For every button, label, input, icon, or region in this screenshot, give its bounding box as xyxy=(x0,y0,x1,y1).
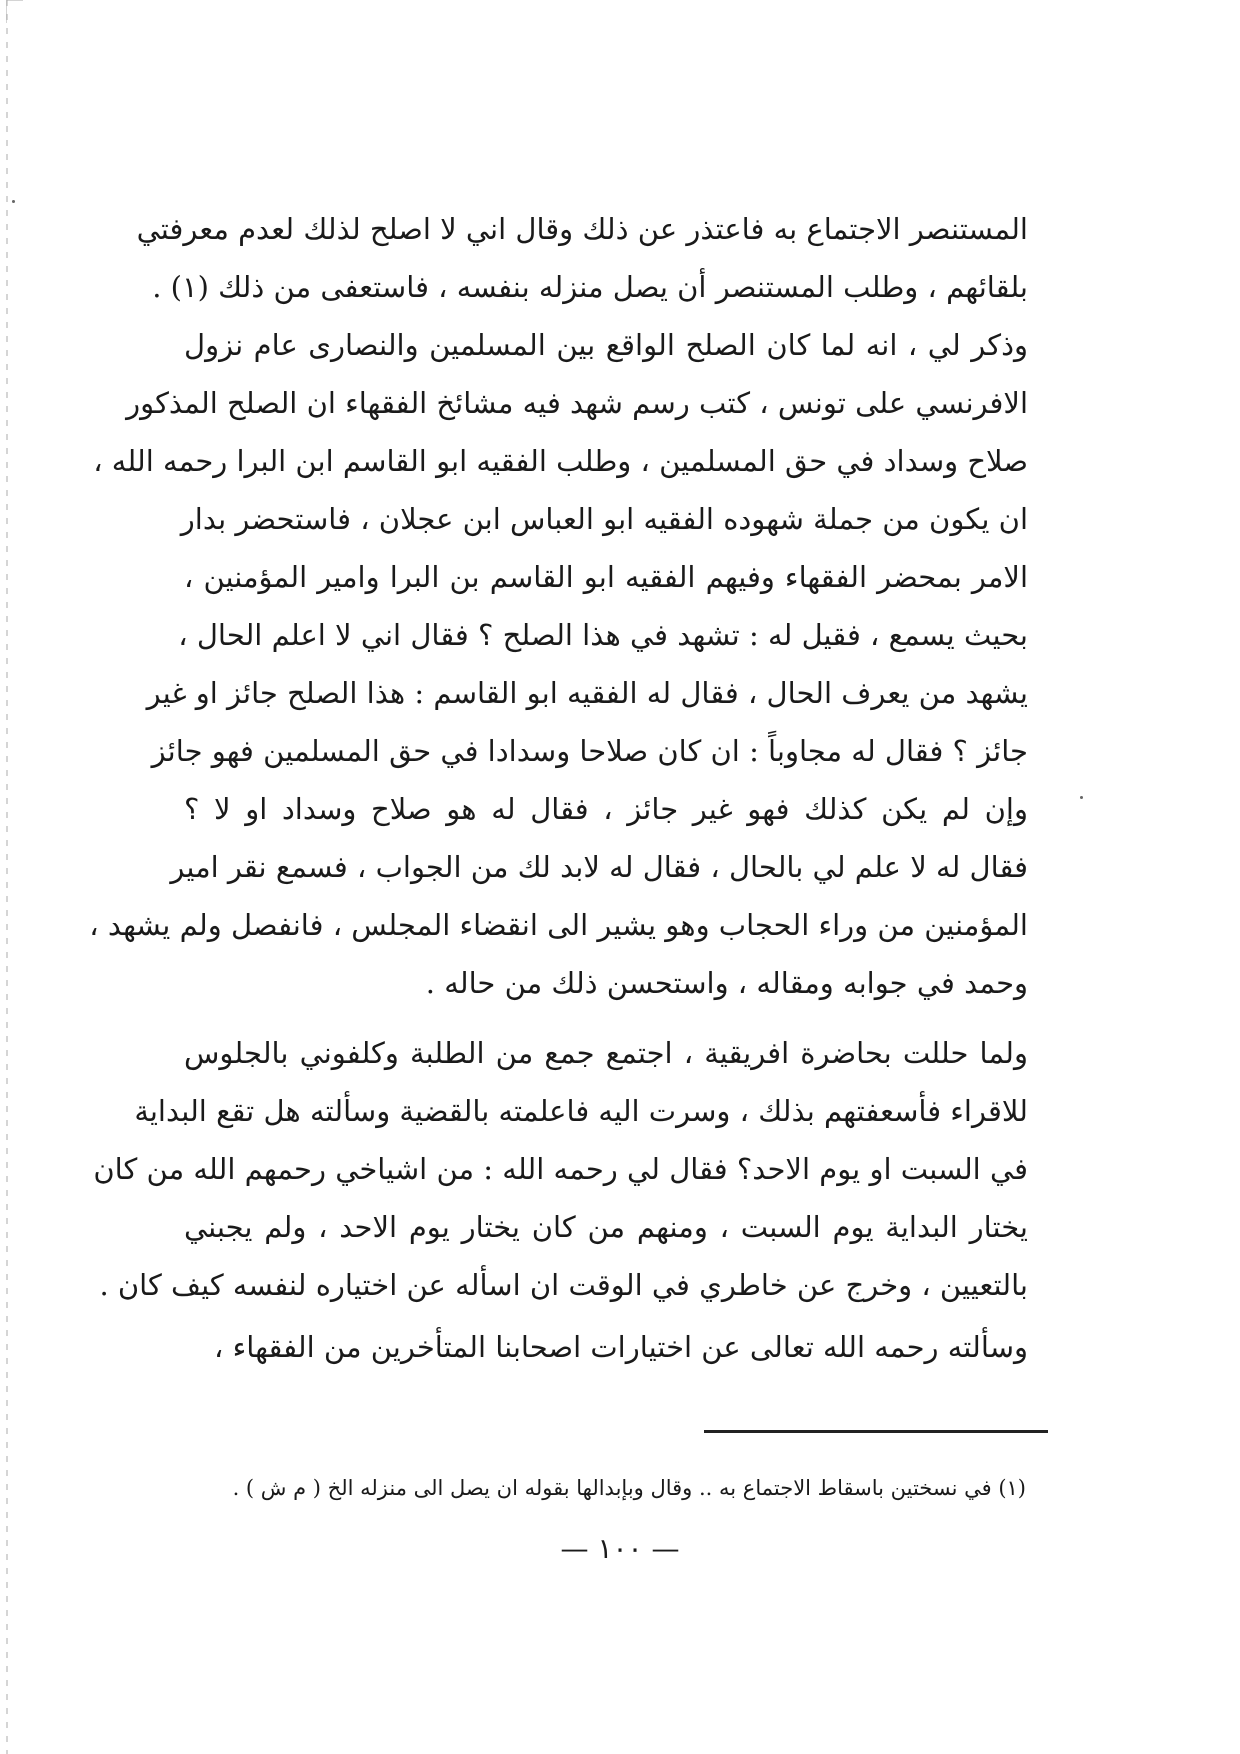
text-line: وذكر لي ، انه لما كان الصلح الواقع بين المسلمين والنصارى عام نزول xyxy=(184,328,1028,362)
text-line: في السبت او يوم الاحد؟ فقال لي رحمه الله : من اشياخي رحمهم الله من كان xyxy=(93,1152,1028,1186)
paragraph-3 xyxy=(93,1024,1028,1314)
scan-speck xyxy=(12,200,15,203)
scan-edge-shadow xyxy=(6,0,8,1754)
footnote-divider xyxy=(704,1430,1048,1433)
text-line: بحيث يسمع ، فقيل له : تشهد في هذا الصلح ؟ فقال اني لا اعلم الحال ، xyxy=(178,618,1028,652)
text-line: وحمد في جوابه ومقاله ، واستحسن ذلك من حاله . xyxy=(425,966,1028,1000)
text-line: يشهد من يعرف الحال ، فقال له الفقيه ابو القاسم : هذا الصلح جائز او غير xyxy=(146,676,1028,710)
text-line: وإن لم يكن كذلك فهو غير جائز ، فقال له هو صلاح وسداد او لا ؟ xyxy=(184,792,1028,826)
text-line: ان يكون من جملة شهوده الفقيه ابو العباس ابن عجلان ، فاستحضر بدار xyxy=(180,502,1028,536)
text-line: الامر بمحضر الفقهاء وفيهم الفقيه ابو القاسم بن البرا وامير المؤمنين ، xyxy=(184,560,1028,594)
footnote: (١) في نسختين باسقاط الاجتماع به .. وقال وبإبدالها بقوله ان يصل الى منزله الخ ( م ش ) . xyxy=(232,1476,1026,1500)
corner-fold-mark xyxy=(6,0,23,23)
paragraph-2 xyxy=(89,316,1028,1012)
page-number: — ١٠٠ — xyxy=(560,1532,680,1565)
text-line: جائز ؟ فقال له مجاوباً : ان كان صلاحا وسدادا في حق المسلمين فهو جائز xyxy=(151,734,1028,768)
text-line: فقال له لا علم لي بالحال ، فقال له لابد لك من الجواب ، فسمع نقر امير xyxy=(170,850,1028,884)
text-line: صلاح وسداد في حق المسلمين ، وطلب الفقيه ابو القاسم ابن البرا رحمه الله ، xyxy=(93,444,1028,478)
text-line: ولما حللت بحاضرة افريقية ، اجتمع جمع من الطلبة وكلفوني بالجلوس xyxy=(184,1036,1028,1070)
text-line: بالتعيين ، وخرج عن خاطري في الوقت ان اسأله عن اختياره لنفسه كيف كان . xyxy=(99,1268,1028,1302)
text-line: للاقراء فأسعفتهم بذلك ، وسرت اليه فاعلمته بالقضية وسألته هل تقع البداية xyxy=(134,1094,1028,1128)
scan-speck xyxy=(1080,796,1083,799)
text-line: يختار البداية يوم السبت ، ومنهم من كان يختار يوم الاحد ، ولم يجبني xyxy=(184,1210,1028,1244)
text-line: الافرنسي على تونس ، كتب رسم شهد فيه مشائخ الفقهاء ان الصلح المذكور xyxy=(126,386,1028,420)
paragraph-4 xyxy=(184,1318,1028,1376)
text-line: المستنصر الاجتماع به فاعتذر عن ذلك وقال اني لا اصلح لذلك لعدم معرفتي xyxy=(136,212,1028,246)
paragraph-1 xyxy=(136,200,1028,316)
text-line: وسألته رحمه الله تعالى عن اختيارات اصحابنا المتأخرين من الفقهاء ، xyxy=(214,1330,1028,1364)
text-line: المؤمنين من وراء الحجاب وهو يشير الى انقضاء المجلس ، فانفصل ولم يشهد ، xyxy=(89,908,1028,942)
text-line: بلقائهم ، وطلب المستنصر أن يصل منزله بنفسه ، فاستعفى من ذلك (١) . xyxy=(152,270,1028,304)
